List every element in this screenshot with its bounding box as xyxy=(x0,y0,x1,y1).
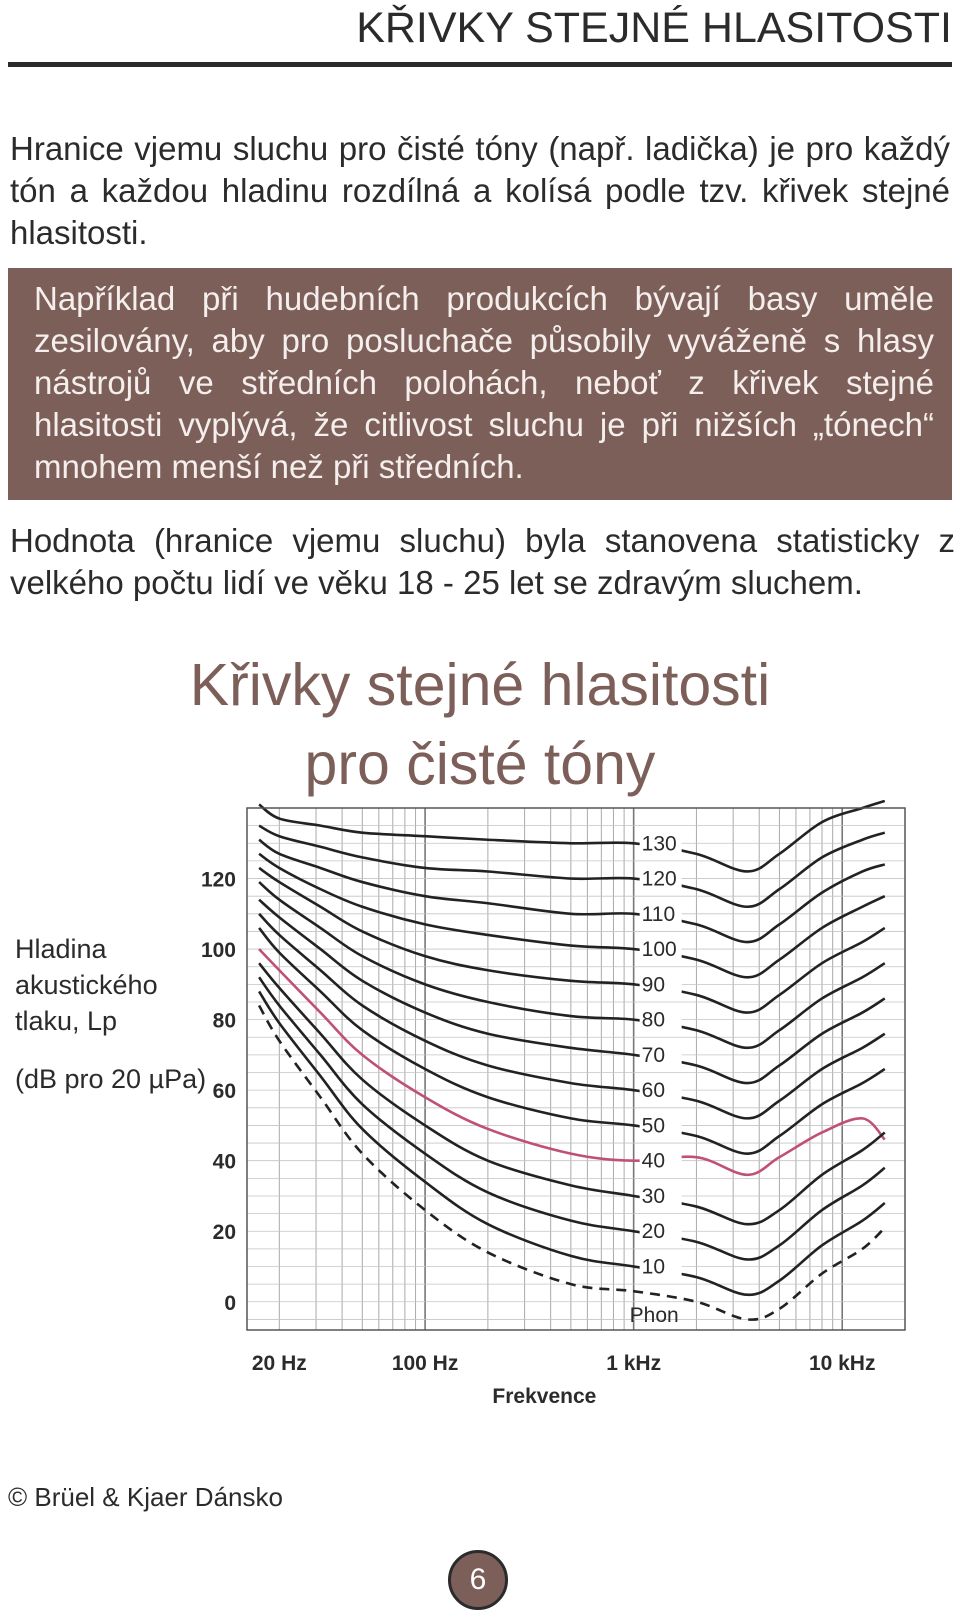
phon-label-100: 100 xyxy=(641,938,677,962)
phon-label-120: 120 xyxy=(641,867,677,891)
y-tick-label: 40 xyxy=(212,1150,236,1174)
y-axis-label-line: akustického xyxy=(15,970,158,1000)
unit-label-phon: Phon xyxy=(629,1304,679,1327)
y-axis-label-line: (dB pro 20 µPa) xyxy=(15,1064,207,1094)
copyright-credit: © Brüel & Kjaer Dánsko xyxy=(8,1482,283,1512)
phon-label-50: 50 xyxy=(641,1114,666,1138)
phon-label-80: 80 xyxy=(641,1008,666,1032)
header-title: KŘIVKY STEJNÉ HLASITOSTI xyxy=(356,4,952,52)
page-header xyxy=(8,0,952,67)
y-axis-label-line: Hladina xyxy=(15,934,107,964)
x-tick-label: 10 kHz xyxy=(808,1352,876,1375)
chart-title-line-2: pro čisté tóny xyxy=(304,731,656,797)
y-axis-label-line: tlaku, Lp xyxy=(15,1006,118,1036)
chart-title-line-1: Křivky stejné hlasitosti xyxy=(189,652,771,718)
x-axis-label: Frekvence xyxy=(492,1385,597,1408)
y-tick-label: 120 xyxy=(200,868,236,892)
phon-label-30: 30 xyxy=(641,1184,666,1208)
equal-loudness-chart xyxy=(0,800,960,1450)
x-tick-label: 100 Hz xyxy=(391,1352,459,1375)
y-tick-label: 0 xyxy=(224,1291,236,1315)
chart-grid xyxy=(247,808,905,1330)
phon-label-90: 90 xyxy=(641,973,666,997)
x-tick-label: 20 Hz xyxy=(251,1352,307,1375)
x-tick-label: 1 kHz xyxy=(606,1352,662,1375)
outro-paragraph: Hodnota (hranice vjemu sluchu) byla stanovena statisticky z velkého počtu lidí ve věku 18 - 25 let se zdravým sluchem. xyxy=(10,522,955,601)
phon-label-40: 40 xyxy=(641,1149,666,1173)
phon-label-110: 110 xyxy=(641,902,676,926)
phon-label-130: 130 xyxy=(641,832,677,856)
phon-curve-90 xyxy=(259,868,885,1013)
y-tick-label: 100 xyxy=(200,939,236,963)
page-number-badge: 6 xyxy=(448,1550,508,1610)
y-tick-label: 20 xyxy=(212,1221,236,1245)
phon-curve-120 xyxy=(259,826,885,907)
phon-label-60: 60 xyxy=(641,1079,666,1103)
phon-curve-40 xyxy=(259,949,885,1175)
y-tick-label: 60 xyxy=(212,1080,236,1104)
highlight-box-text: Například při hudebních produkcích bývají basy uměle zesilovány, aby pro posluchače působily vyváženě s hlasy nástrojů ve středních polohách, neboť z křivek stejné hlasitosti vyplývá, že citlivost sluchu je při nižších „tónech“ mnohem menší než při středních. xyxy=(34,280,934,485)
highlight-box xyxy=(8,268,952,500)
plot-frame xyxy=(247,808,905,1330)
intro-paragraph: Hranice vjemu sluchu pro čisté tóny (např. ladička) je pro každý tón a každou hladinu rozdílná a kolísá podle tzv. křivek stejné hlasitosti. xyxy=(10,130,950,251)
phon-label-10: 10 xyxy=(641,1255,666,1279)
phon-label-20: 20 xyxy=(641,1220,666,1244)
y-tick-label: 80 xyxy=(212,1009,236,1033)
phon-label-70: 70 xyxy=(641,1043,666,1067)
